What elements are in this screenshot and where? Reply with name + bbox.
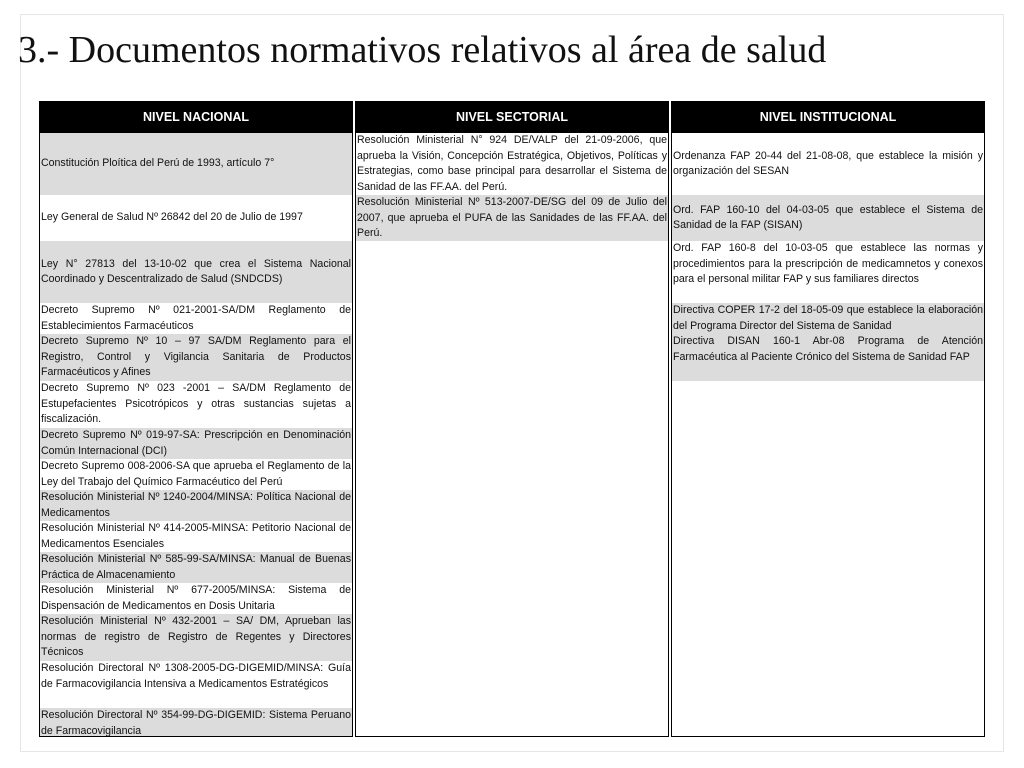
- row-text: Constitución Ploítica del Perú de 1993, artículo 7°: [41, 157, 275, 170]
- table-row: Resolución Ministerial Nº 585-99-SA/MINSA: Manual de Buenas Práctica de Almacenamiento: [40, 552, 352, 583]
- row-text: Ley N° 27813 del 13-10-02 que crea el Sistema Nacional Coordinado y Descentralizado de Salud (SNDCDS): [41, 257, 351, 285]
- table-row: Decreto Supremo Nº 021-2001-SA/DM Reglamento de Establecimientos Farmacéuticos: [40, 303, 352, 334]
- slide-title: 3.- Documentos normativos relativos al área de salud: [18, 29, 827, 71]
- table-row: [40, 241, 352, 303]
- table-row: [40, 195, 352, 241]
- table-row: Decreto Supremo 008-2006-SA que aprueba el Reglamento de la Ley del Trabajo del Químico Farmacéutico del Perú: [40, 459, 352, 490]
- table-row: Directiva COPER 17-2 del 18-05-09 que establece la elaboración del Programa Director del Sistema de Sanidad: [672, 303, 984, 334]
- table-row: Resolución Ministerial Nº 677-2005/MINSA: Sistema de Dispensación de Medicamentos en Dosis Unitaria: [40, 583, 352, 614]
- table-row: [672, 195, 984, 241]
- column-header-nacional: NIVEL NACIONAL: [40, 102, 352, 133]
- row-text: Ordenanza FAP 20-44 del 21-08-08, que establece la misión y organización del SESAN: [673, 149, 983, 177]
- column-header-institucional: NIVEL INSTITUCIONAL: [672, 102, 984, 133]
- table-row: Resolución Ministerial Nº 432-2001 – SA/ DM, Aprueban las normas de registro de Registro de Regentes y Directores Técnicos: [40, 614, 352, 661]
- column-nivel-nacional: [39, 101, 353, 737]
- table-row: Resolución Directoral Nº 354-99-DG-DIGEMID: Sistema Peruano de Farmacovigilancia: [40, 708, 352, 737]
- column-nivel-sectorial: [355, 101, 669, 737]
- table-row: Resolución Directoral Nº 1308-2005-DG-DIGEMID/MINSA: Guía de Farmacovigilancia Intensiva a Medicamentos Estratégicos: [40, 661, 352, 708]
- table-row: Directiva DISAN 160-1 Abr-08 Programa de Atención Farmacéutica al Paciente Crónico del Sistema de Sanidad FAP: [672, 334, 984, 381]
- table-row: Resolución Ministerial Nº 1240-2004/MINSA: Política Nacional de Medicamentos: [40, 490, 352, 521]
- table-row: Resolución Ministerial Nº 414-2005-MINSA: Petitorio Nacional de Medicamentos Esenciales: [40, 521, 352, 552]
- table-row: [672, 133, 984, 195]
- table-row: Ord. FAP 160-8 del 10-03-05 que establece las normas y procedimientos para la prescripción de medicamnetos y conexos para el personal militar FAP y sus familiares directos: [672, 241, 984, 303]
- row-text: Ley General de Salud Nº 26842 del 20 de Julio de 1997: [41, 211, 303, 224]
- column-nivel-institucional: [671, 101, 985, 737]
- table-row: Decreto Supremo Nº 10 – 97 SA/DM Reglamento para el Registro, Control y Vigilancia Sanitaria de Productos Farmacéuticos y Afines: [40, 334, 352, 381]
- row-text: Ord. FAP 160-10 del 04-03-05 que establece el Sistema de Sanidad de la FAP (SISAN): [673, 203, 983, 231]
- table-row: Decreto Supremo Nº 019-97-SA: Prescripción en Denominación Común Internacional (DCI): [40, 428, 352, 459]
- table-row: Resolución Ministerial N° 924 DE/VALP del 21-09-2006, que aprueba la Visión, Concepción Estratégica, Objetivos, Políticas y Estrategias, como base principal para desarrollar el Sistema de Sanidad de las FF.AA. del Perú.: [356, 133, 668, 195]
- column-header-sectorial: NIVEL SECTORIAL: [356, 102, 668, 133]
- table-row: [40, 133, 352, 195]
- table-row: Decreto Supremo Nº 023 -2001 – SA/DM Reglamento de Estupefacientes Psicotrópicos y otras sustancias sujetas a fiscalización.: [40, 381, 352, 428]
- table-row: Resolución Ministerial Nº 513-2007-DE/SG del 09 de Julio del 2007, que aprueba el PUFA de las Sanidades de las FF.AA. del Perú.: [357, 196, 667, 239]
